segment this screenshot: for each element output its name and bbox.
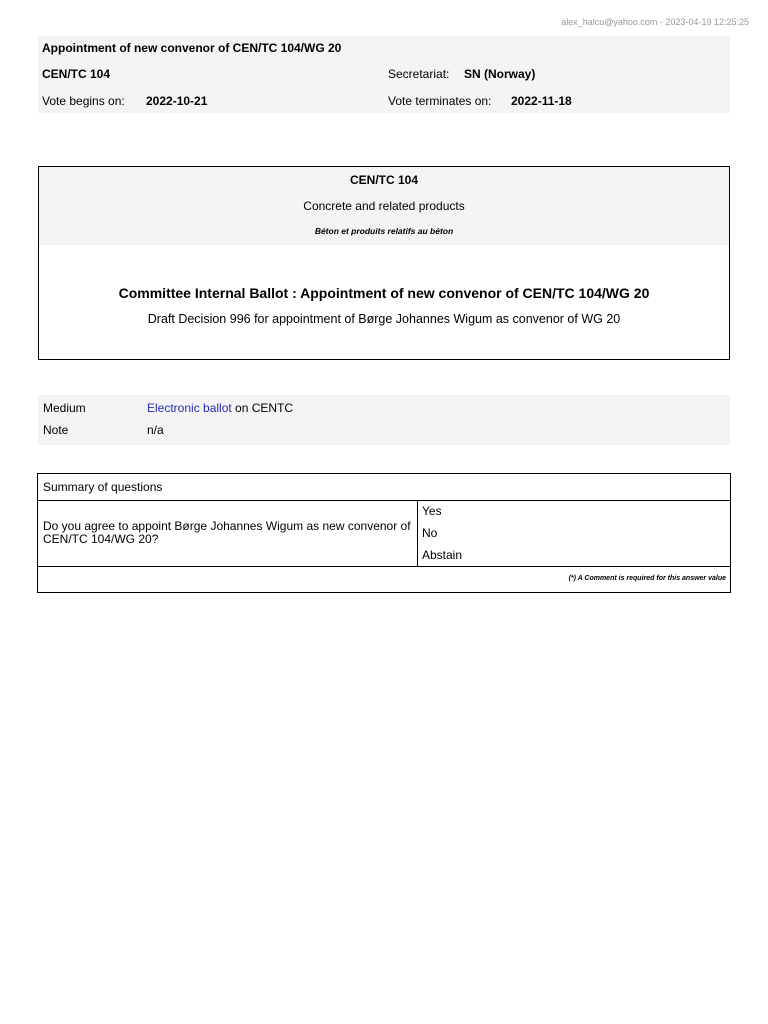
committee-title-fr: Béton et produits relatifs au béton (314, 226, 454, 236)
comment-footnote: (*) A Comment is required for this answer value (568, 575, 726, 582)
medium-value (147, 401, 293, 415)
answer-abstain: Abstain (422, 548, 463, 562)
summary-header: Summary of questions (43, 480, 163, 494)
electronic-ballot-link[interactable]: Electronic ballot (147, 401, 232, 415)
answer-yes: Yes (422, 504, 442, 518)
summary-divider-bottom (38, 566, 730, 567)
summary-table (37, 473, 731, 593)
question-text: Do you agree to appoint Børge Johannes Wigum as new convenor of CEN/TC 104/WG 20? (43, 519, 411, 546)
summary-divider-top (38, 500, 730, 501)
ballot-title: Appointment of new convenor of CEN/TC 104/WG 20 (42, 41, 342, 55)
summary-column-divider (417, 501, 418, 566)
vote-begins-value: 2022-10-21 (146, 94, 208, 108)
watermark: alex_halcu@yahoo.com - 2023-04-19 12:25:25 (561, 17, 749, 27)
vote-begins-label: Vote begins on: (42, 94, 125, 108)
ballot-header (38, 36, 730, 113)
secretariat-value: SN (Norway) (464, 67, 536, 81)
vote-terminates-value: 2022-11-18 (511, 94, 572, 108)
ballot-info-box (38, 166, 730, 360)
note-value: n/a (147, 423, 164, 437)
answer-no: No (422, 526, 438, 540)
note-label: Note (43, 423, 69, 437)
committee-name: CEN/TC 104 (349, 173, 419, 187)
ballot-description: Draft Decision 996 for appointment of Børge Johannes Wigum as convenor of WG 20 (147, 312, 621, 326)
medium-label: Medium (43, 401, 86, 415)
secretariat-label: Secretariat: (388, 67, 450, 81)
medium-suffix: on CENTC (231, 401, 294, 415)
ballot-heading: Committee Internal Ballot : Appointment of new convenor of CEN/TC 104/WG 20 (118, 285, 650, 301)
committee-title-en: Concrete and related products (303, 199, 465, 213)
ballot-meta (38, 395, 730, 445)
committee-banner (39, 167, 729, 245)
vote-terminates-label: Vote terminates on: (388, 94, 492, 108)
committee-code: CEN/TC 104 (42, 67, 111, 81)
